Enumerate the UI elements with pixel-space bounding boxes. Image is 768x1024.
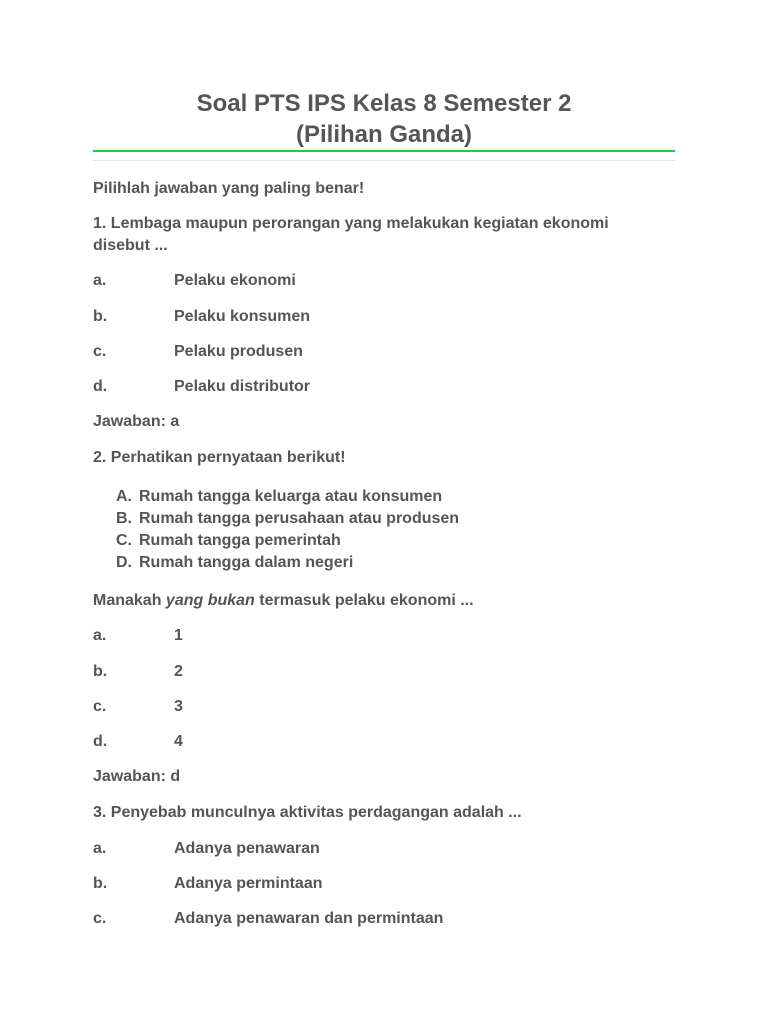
option-letter: a. — [93, 627, 107, 644]
q1-option-b — [93, 306, 310, 328]
prompt-end: termasuk pelaku ekonomi ... — [254, 592, 474, 609]
statement-letter: B. — [116, 510, 132, 527]
option-letter: d. — [93, 378, 108, 395]
option-letter: b. — [93, 663, 108, 680]
option-text: Adanya permintaan — [174, 875, 323, 892]
page-title — [93, 88, 675, 150]
option-text: 3 — [174, 698, 183, 715]
title-line-1: Soal PTS IPS Kelas 8 Semester 2 — [196, 90, 572, 117]
title-line-2: (Pilihan Ganda) — [295, 121, 472, 148]
q2-option-a — [93, 625, 183, 647]
q3-option-c — [93, 908, 443, 930]
statement-text: Rumah tangga pemerintah — [139, 532, 341, 549]
option-letter: c. — [93, 698, 107, 715]
statement-text: Rumah tangga keluarga atau konsumen — [139, 488, 443, 505]
q2-statement-a — [116, 486, 442, 508]
option-text: Pelaku konsumen — [174, 308, 311, 325]
option-text: Adanya penawaran — [174, 840, 320, 857]
divider — [93, 160, 675, 161]
option-text: Pelaku ekonomi — [174, 272, 296, 289]
option-letter: a. — [93, 272, 107, 289]
title-underline — [93, 150, 675, 152]
q2-option-b — [93, 661, 183, 683]
option-letter: a. — [93, 840, 107, 857]
q2-answer: Jawaban: d — [93, 768, 181, 785]
option-text: 2 — [174, 663, 183, 680]
statement-letter: C. — [116, 532, 132, 549]
option-letter: b. — [93, 308, 108, 325]
option-letter: d. — [93, 733, 108, 750]
prompt-start: Manakah — [93, 592, 166, 609]
statement-letter: A. — [116, 488, 132, 505]
q3-option-a — [93, 838, 320, 860]
q3-option-b — [93, 873, 322, 895]
option-letter: b. — [93, 875, 108, 892]
q1-answer: Jawaban: a — [93, 413, 180, 430]
question-2: 2. Perhatikan pernyataan berikut! — [93, 449, 346, 466]
prompt-emphasis: yang bukan — [165, 592, 255, 609]
q2-statement-d — [116, 552, 353, 574]
q1-option-a — [93, 270, 296, 292]
option-text: Pelaku distributor — [174, 378, 311, 395]
q1-option-c — [93, 341, 303, 363]
q2-option-c — [93, 696, 183, 718]
q2-prompt — [93, 590, 683, 612]
q2-statement-b — [116, 508, 459, 530]
q1-option-d — [93, 376, 310, 398]
statement-letter: D. — [116, 554, 132, 571]
option-text: 1 — [174, 627, 183, 644]
statement-text: Rumah tangga dalam negeri — [139, 554, 354, 571]
option-text: Adanya penawaran dan permintaan — [174, 910, 444, 927]
question-1: 1. Lembaga maupun perorangan yang melakukan kegiatan ekonomi disebut ... — [93, 215, 609, 254]
option-text: Pelaku produsen — [174, 343, 303, 360]
q2-option-d — [93, 731, 183, 753]
question-3: 3. Penyebab munculnya aktivitas perdagangan adalah ... — [93, 804, 522, 821]
q2-statement-c — [116, 530, 341, 552]
option-letter: c. — [93, 910, 107, 927]
instruction: Pilihlah jawaban yang paling benar! — [93, 180, 365, 197]
statement-text: Rumah tangga perusahaan atau produsen — [139, 510, 460, 527]
option-letter: c. — [93, 343, 107, 360]
option-text: 4 — [174, 733, 183, 750]
